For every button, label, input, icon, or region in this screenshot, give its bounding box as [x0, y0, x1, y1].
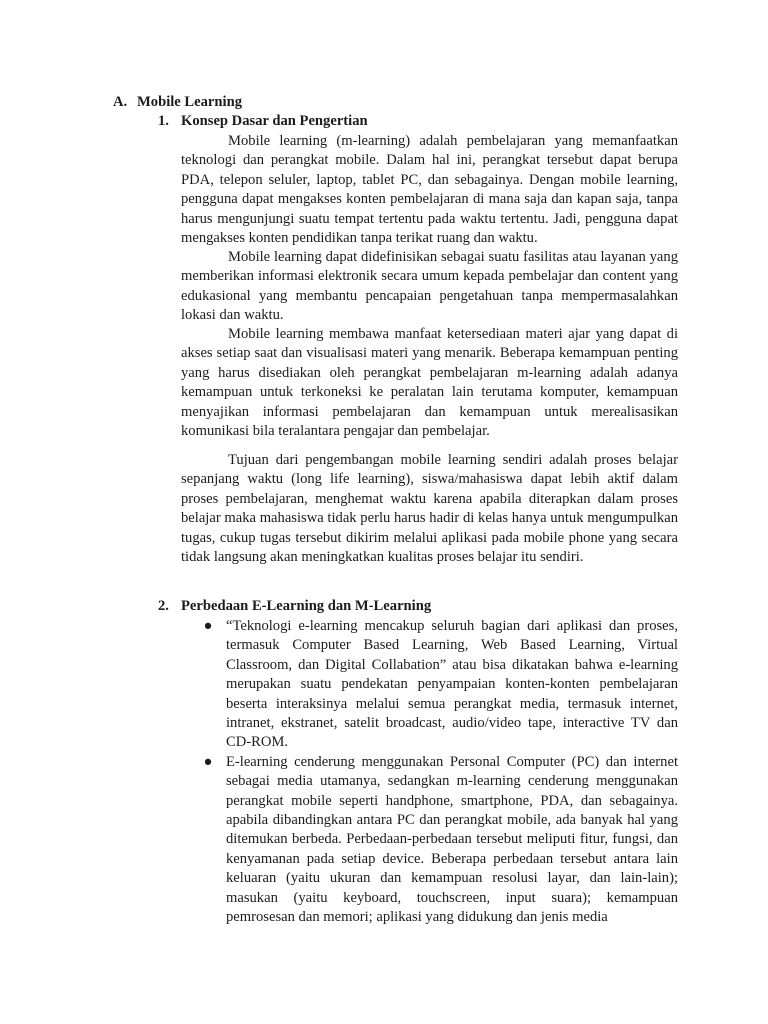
paragraph: Mobile learning (m-learning) adalah pembelajaran yang memanfaatkan teknologi dan perangkat mobile. Dalam hal ini, perangkat tersebut dapat berupa PDA, telepon seluler, laptop, tablet PC, dan sebagainya. Dengan mobile learning, pengguna dapat mengakses konten pembelajaran di mana saja dan kapan saja, tanpa harus mengunjungi suatu tempat tertentu pada waktu tertentu. Jadi, pengguna dapat mengakses konten pendidikan tanpa terikat ruang dan waktu. — [181, 133, 678, 247]
subsection-title: Perbedaan E-Learning dan M-Learning — [181, 598, 432, 614]
subsection-number: 1. — [158, 113, 169, 129]
paragraph: Mobile learning membawa manfaat ketersediaan materi ajar yang dapat di akses setiap saat dan visualisasi materi yang menarik. Beberapa kemampuan penting yang harus disediakan oleh perangkat pembelajaran m-learning adalah adanya kemampuan untuk terkoneksi ke peralatan lain terutama komputer, kemampuan menyajikan informasi pembelajaran dan kemampuan untuk merealisasikan komunikasi bila teralantara pengajar dan pembelajar. — [181, 326, 678, 440]
list-item — [181, 753, 678, 928]
subsection-heading-1 — [158, 112, 368, 131]
list-item-text: “Teknologi e-learning mencakup seluruh bagian dari aplikasi dan proses, termasuk Computer Based Learning, Web Based Learning, Virtual Classroom, dan Digital Collabation” atau bisa dikatakan bahwa e-learning merupakan suatu pendekatan penyampaian konten-konten pembelajaran beserta interaksinya melalui semua perangkat media, termasuk internet, intranet, ekstranet, satelit broadcast, audio/video tape, interactive TV dan CD-ROM. — [226, 618, 678, 751]
paragraph: Tujuan dari pengembangan mobile learning sendiri adalah proses belajar sepanjang waktu (long life learning), siswa/mahasiswa dapat lebih aktif dalam proses pembelajaran, menghemat waktu karena apabila diterapkan dalam proses belajar maka mahasiswa tidak perlu harus hadir di kelas hanya untuk mengumpulkan tugas, cukup tugas tersebut dikirim melalui aplikasi pada mobile phone yang secara tidak langsung akan meningkatkan kualitas proses belajar itu sendiri. — [181, 452, 678, 566]
bullet-dot-icon: ● — [203, 753, 213, 770]
section-letter: A. — [113, 94, 128, 110]
paragraph: Mobile learning dapat didefinisikan sebagai suatu fasilitas atau layanan yang memberikan informasi elektronik secara umum kepada pembelajar dan content yang edukasional yang membantu pencapaian pengetahuan tanpa mempermasalahkan lokasi dan waktu. — [181, 249, 678, 324]
subsection-heading-2 — [158, 597, 431, 616]
bullet-list — [181, 617, 678, 928]
bullet-dot-icon: ● — [203, 618, 213, 634]
subsection-title: Konsep Dasar dan Pengertian — [181, 113, 368, 129]
subsection-number: 2. — [158, 598, 169, 614]
list-item-text: E-learning cenderung menggunakan Personal Computer (PC) dan internet sebagai media utamanya, sedangkan m-learning cenderung menggunakan perangkat mobile seperti handphone, smartphone, PDA, dan sebagainya. apabila dibandingkan antara PC dan perangkat mobile, ada banyak hal yang ditemukan berbeda. Perbedaan-perbedaan tersebut meliputi fitur, fungsi, dan kenyamanan pada setiap device. Beberapa perbedaan tersebut antara lain keluaran (yaitu ukuran dan kemampuan resolusi layar, dan lain-lain); masukan (yaitu keyboard, touchscreen, input suara); kemampuan pemrosesan dan memori; aplikasi yang didukung dan jenis media — [226, 753, 678, 926]
section-title: Mobile Learning — [137, 94, 242, 110]
list-item — [181, 617, 678, 753]
section-heading — [113, 93, 242, 112]
